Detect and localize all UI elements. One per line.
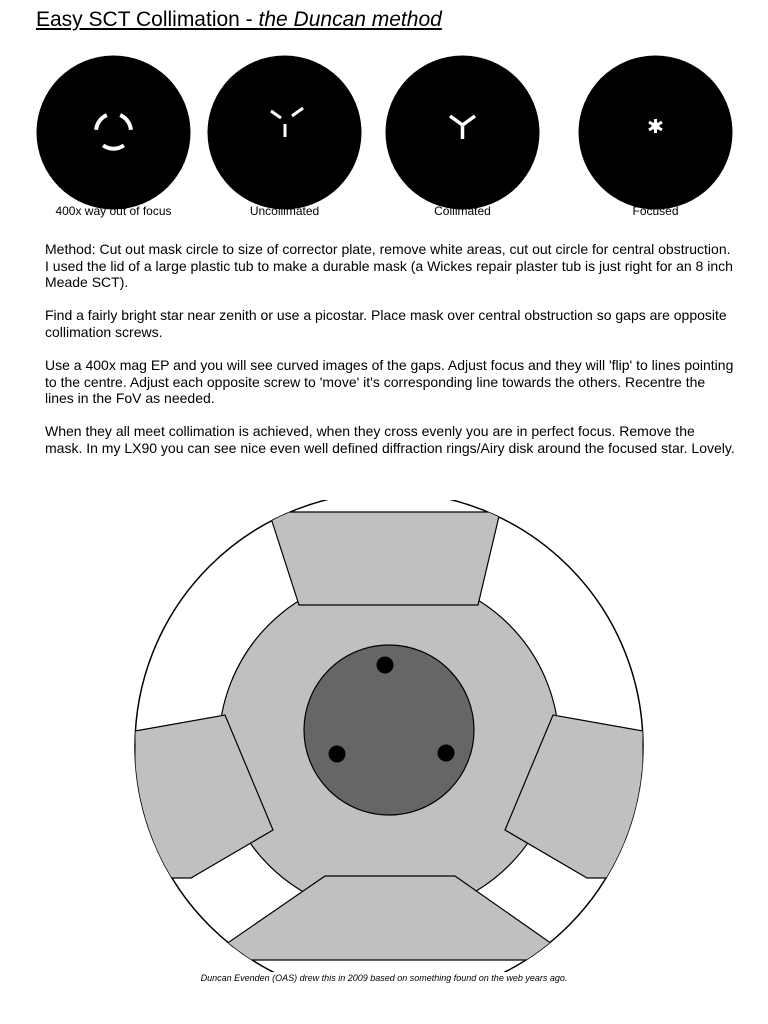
collimation-screw — [377, 657, 394, 674]
stage-focused — [578, 55, 733, 210]
title-main: Easy SCT Collimation - — [36, 8, 259, 31]
collimation-screw — [329, 746, 346, 763]
stage-label: Focused — [632, 204, 679, 218]
title-emphasis: the Duncan method — [258, 8, 442, 31]
stage-collimated — [385, 55, 540, 210]
stage-uncollimated — [207, 55, 362, 210]
mask-diagram — [133, 500, 645, 977]
stage-label: 400x way out of focus — [55, 204, 172, 218]
uncollimated-lines-icon — [207, 55, 362, 210]
credit-caption: Duncan Evenden (OAS) drew this in 2009 based on something found on the web years ago. — [200, 973, 568, 983]
focus-paragraph: When they all meet collimation is achieved, when they cross evenly you are in perfect focus. Remove the mask. In my LX90 you can see nice even well defined diffraction rings/Airy disk around the focused star. Lovely. — [45, 423, 735, 456]
adjust-paragraph: Use a 400x mag EP and you will see curved images of the gaps. Adjust focus and they will 'flip' to lines pointing to the centre. Adjust each opposite screw to 'move' it's corresponding line towards the others. Recentre the lines in the FoV as needed. — [45, 357, 734, 406]
collimation-mask-drawing — [133, 500, 645, 972]
stage-label: Uncollimated — [249, 204, 320, 218]
page-title — [36, 8, 442, 32]
star-paragraph: Find a fairly bright star near zenith or use a picostar. Place mask over central obstruction so gaps are opposite collimation screws. — [45, 307, 727, 340]
stage-label: Collimated — [434, 204, 491, 218]
focused-star-icon — [578, 55, 733, 210]
out-of-focus-gaps-icon — [36, 55, 191, 210]
collimation-screw — [438, 745, 455, 762]
method-paragraph: Method: Cut out mask circle to size of corrector plate, remove white areas, cut out circle for central obstruction. I used the lid of a large plastic tub to make a durable mask (a Wickes repair plaster tub is just right for an 8 inch Meade SCT). — [45, 241, 733, 290]
collimated-y-icon — [385, 55, 540, 210]
stage-out-of-focus — [36, 55, 191, 210]
